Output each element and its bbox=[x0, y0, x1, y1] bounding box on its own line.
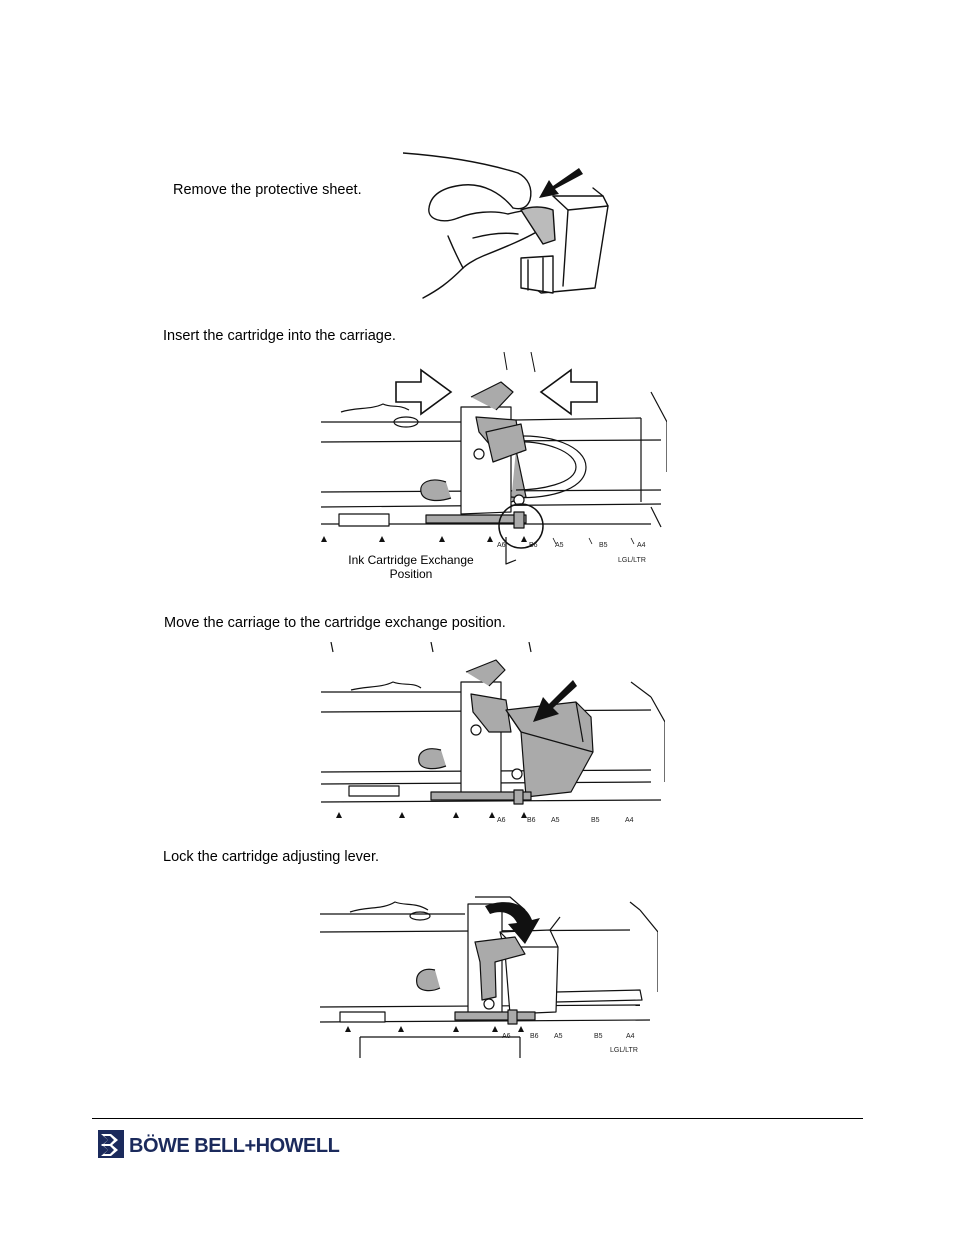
step-move-carriage: Move the carriage to the cartridge exchange position. bbox=[164, 615, 506, 631]
exchange-position-caption bbox=[336, 553, 486, 581]
scale-label: A4 bbox=[637, 542, 646, 549]
figure-lock-lever bbox=[320, 892, 658, 1058]
scale-label: A5 bbox=[554, 1033, 563, 1040]
brand-name: BÖWE BELL+HOWELL bbox=[129, 1135, 340, 1157]
step-remove-sheet: Remove the protective sheet. bbox=[173, 182, 362, 198]
scale-label: A5 bbox=[551, 817, 560, 824]
step-lock-lever: Lock the cartridge adjusting lever. bbox=[163, 849, 380, 865]
scale-label: B6 bbox=[530, 1033, 539, 1040]
scale-label: LGL/LTR bbox=[618, 557, 646, 564]
figure-protective-sheet bbox=[403, 148, 613, 300]
figure-insert-cartridge bbox=[321, 352, 667, 567]
scale-label: A6 bbox=[497, 542, 506, 549]
footer-divider bbox=[92, 1118, 863, 1119]
caption-line-2: Position bbox=[389, 567, 433, 581]
scale-label: B6 bbox=[527, 817, 536, 824]
bowe-bell-howell-logo-icon bbox=[98, 1130, 124, 1163]
scale-label: A6 bbox=[497, 817, 506, 824]
scale-label: A5 bbox=[555, 542, 564, 549]
caption-line-1: Ink Cartridge Exchange bbox=[348, 553, 474, 567]
scale-label: A4 bbox=[625, 817, 634, 824]
scale-label: A6 bbox=[502, 1033, 511, 1040]
scale-label: B5 bbox=[594, 1033, 603, 1040]
scale-label: B5 bbox=[591, 817, 600, 824]
scale-label: A4 bbox=[626, 1033, 635, 1040]
footer-logo bbox=[98, 1130, 339, 1163]
figure-move-carriage bbox=[321, 642, 665, 832]
scale-label: LGL/LTR bbox=[610, 1047, 638, 1054]
scale-label: B6 bbox=[529, 542, 538, 549]
step-insert-cartridge: Insert the cartridge into the carriage. bbox=[163, 328, 396, 344]
scale-label: B5 bbox=[599, 542, 608, 549]
